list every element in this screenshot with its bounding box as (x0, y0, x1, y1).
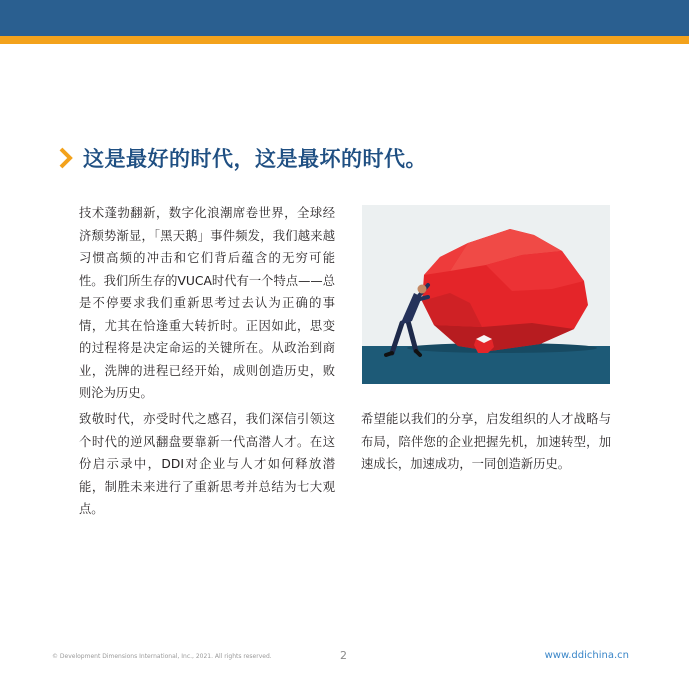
tribute-paragraph: 致敬时代，亦受时代之感召，我们深信引领这个时代的逆风翻盘要靠新一代高潜人才。在这份启示录中，DDI对企业与人才如何释放潜能，制胜未来进行了重新思考并总结为七大观点。 (79, 412, 335, 516)
chevron-right-icon (58, 147, 74, 169)
man-pushing-red-boulder-illustration (362, 205, 610, 384)
copyright-notice: © Development Dimensions International, Inc., 2021. All rights reserved. (52, 653, 272, 660)
website-link[interactable]: www.ddichina.cn (544, 650, 629, 661)
page-title: 这是最好的时代，这是最坏的时代。 (83, 147, 427, 171)
intro-paragraph: 技术蓬勃翻新，数字化浪潮席卷世界，全球经济颓势渐显，「黑天鹅」事件频发，我们越来越习惯高频的冲击和它们背后蕴含的无穷可能性。我们所生存的VUCA时代有一个特点——总是不停要求我们重新思考过去认为正确的事情，尤其在恰逢重大转折时。正因如此，思变的过程将是决定命运的关键所在。从政治到商业，洗牌的进程已经开始，成则创造历史，败则沦为历史。 (79, 206, 335, 400)
header-band (0, 0, 689, 36)
header-accent-stripe (0, 36, 689, 44)
page-number: 2 (340, 649, 347, 662)
section-heading (58, 143, 427, 173)
page-footer (0, 651, 689, 665)
closing-paragraph: 希望能以我们的分享，启发组织的人才战略与布局，陪伴您的企业把握先机，加速转型，加速成长，加速成功，一同创造新历史。 (361, 412, 611, 471)
